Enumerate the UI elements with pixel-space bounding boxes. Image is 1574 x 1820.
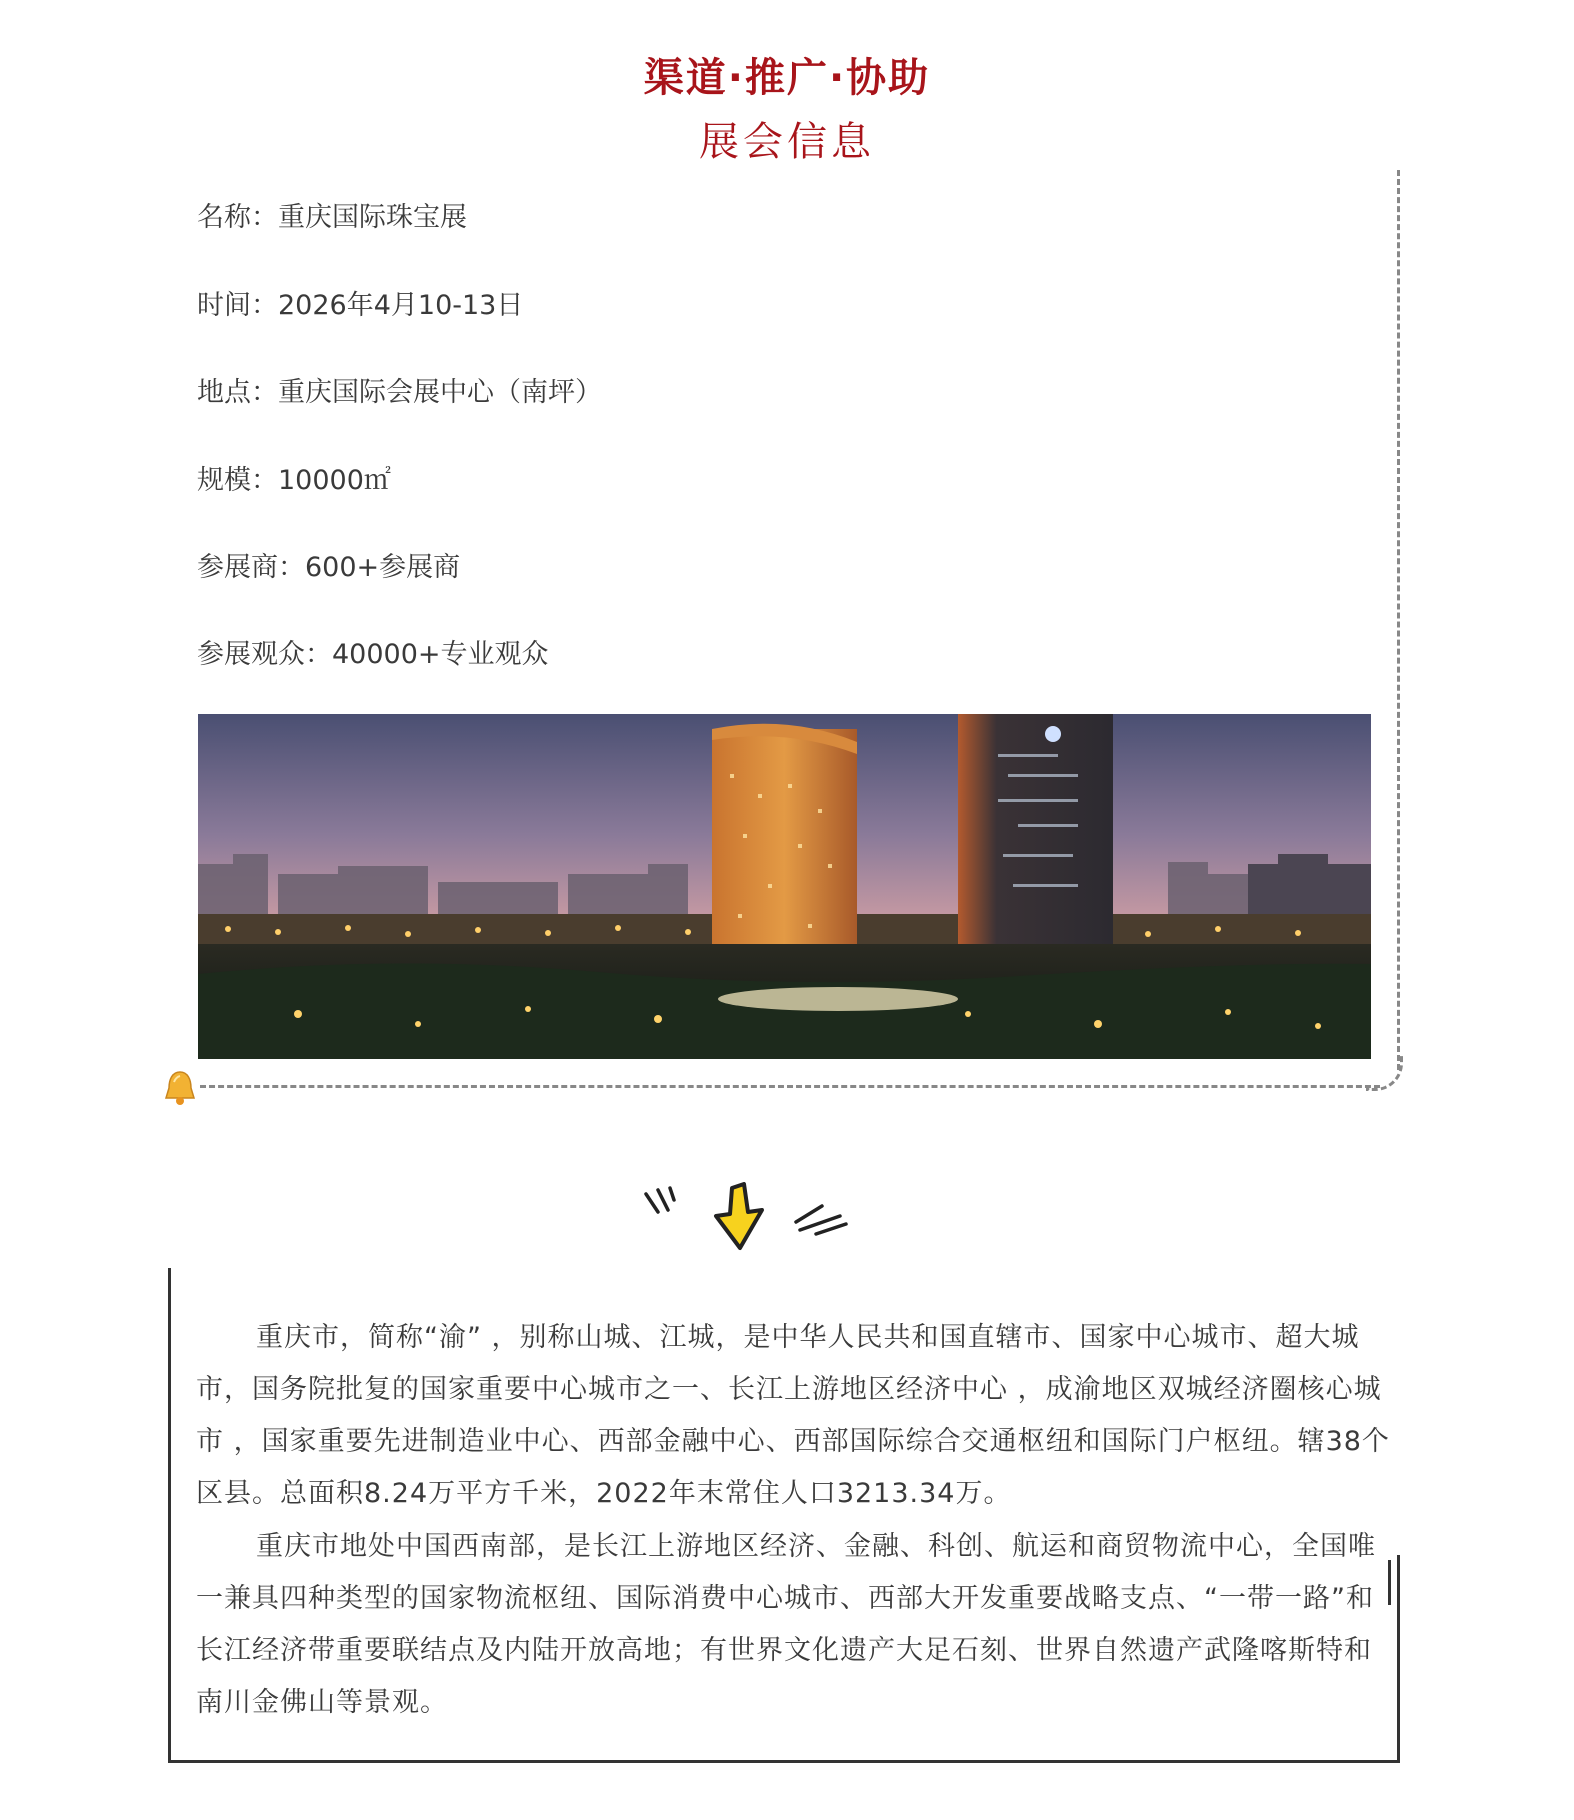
info-exhibitors: 参展商：600+参展商 [197,552,461,583]
bell-icon [162,1068,198,1108]
text-box-right-border [1397,1555,1400,1762]
dashed-border-right [1397,170,1400,1070]
description-paragraph-1: 重庆市，简称“渝” ，别称山城、江城，是中华人民共和国直辖市、国家中心城市、超大城市，国务院批复的国家重要中心城市之一、长江上游地区经济中心 ，成渝地区双城经济圈核心城市 ，国家重要先进制造业中心、西部金融中心、西部国际综合交通枢纽和国际门户枢纽。辖38个区县。总面积8.24万平方千米，2022年末常住人口3213.34万。 [196,1322,1390,1509]
text-box-left-border [168,1268,171,1763]
info-name: 名称：重庆国际珠宝展 [197,202,467,233]
city-night-photo [198,714,1371,1059]
section-subtitle: 展会信息 [699,119,875,165]
info-time: 时间：2026年4月10-13日 [197,290,524,321]
section-title: 渠道·推广·协助 [643,55,931,101]
info-visitors: 参展观众：40000+专业观众 [197,639,549,670]
down-arrow-icon [640,1182,850,1256]
info-scale: 规模：10000㎡ [197,465,391,496]
description-paragraph-2: 重庆市地处中国西南部，是长江上游地区经济、金融、科创、航运和商贸物流中心，全国唯一兼具四种类型的国家物流枢纽、国际消费中心城市、西部大开发重要战略支点、“一带一路”和长江经济带重要联结点及内陆开放高地；有世界文化遗产大足石刻、世界自然遗产武隆喀斯特和南川金佛山等景观。 [196,1531,1376,1718]
text-box-bottom-border [168,1760,1400,1763]
dashed-border-bottom [200,1085,1380,1088]
info-location: 地点：重庆国际会展中心（南坪） [197,377,602,408]
city-night-photo-svg [198,714,1371,1059]
